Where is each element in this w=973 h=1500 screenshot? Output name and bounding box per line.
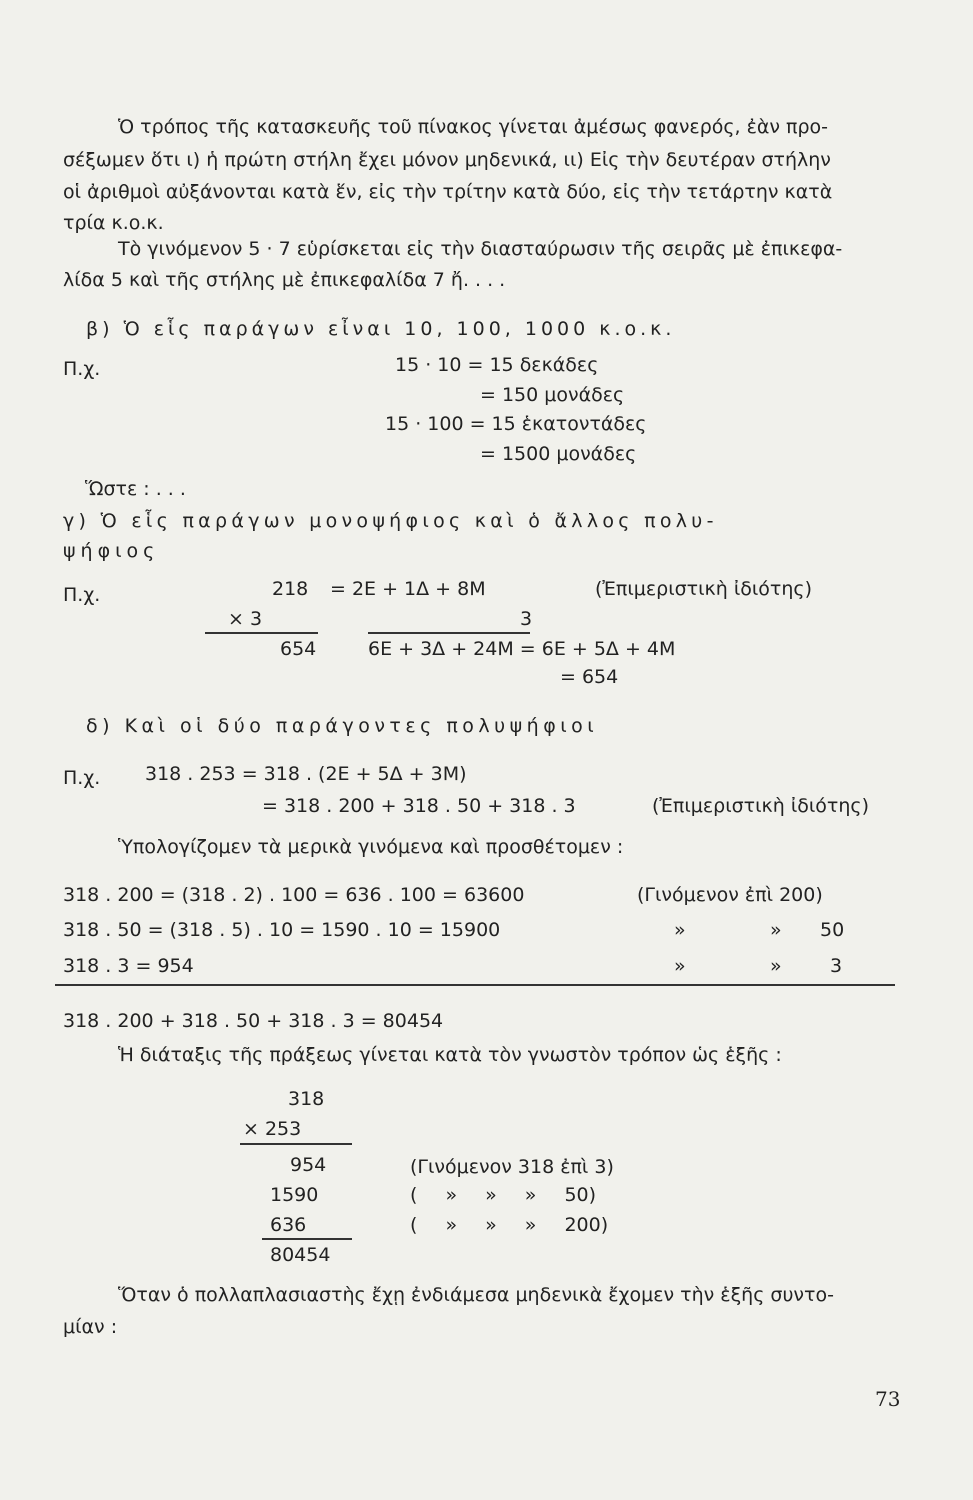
- beta-hoste: Ὥστε : . . .: [85, 478, 186, 500]
- partial-products-sum: 318 . 200 + 318 . 50 + 318 . 3 = 80454: [63, 1010, 444, 1032]
- longmul-row-3-note: ( » » » 200): [410, 1214, 609, 1236]
- partial-product-2: 318 . 50 = (318 . 5) . 10 = 1590 . 10 = 15900: [63, 919, 501, 941]
- beta-row-3: 15 · 100 = 15 ἑκατοντάδες: [385, 413, 647, 435]
- longmul-top: 318: [288, 1088, 325, 1110]
- delta-line-2: = 318 . 200 + 318 . 50 + 318 . 3: [262, 795, 576, 817]
- page-number: 73: [875, 1387, 901, 1411]
- delta-calc-intro: Ὑπολογίζομεν τὰ μερικὰ γινόμενα καὶ προσθέτομεν :: [118, 836, 624, 858]
- gamma-b-multiplier: 3: [520, 608, 533, 630]
- partial-product-1-note: (Γινόμενον ἐπὶ 200): [637, 884, 823, 906]
- partial-product-2-ditto-2: »: [770, 919, 782, 941]
- sum-rule: [55, 984, 895, 986]
- gamma-b-result-2: = 654: [560, 666, 619, 688]
- delta-property: (Ἐπιμεριστικὴ ἰδιότης): [652, 795, 869, 817]
- intro-line-4: τρία κ.ο.κ.: [63, 212, 164, 234]
- arrangement-text: Ἡ διάταξις τῆς πράξεως γίνεται κατὰ τὸν γνωστὸν τρόπον ὡς ἑξῆς :: [118, 1044, 782, 1066]
- longmul-row-1: 954: [290, 1154, 327, 1176]
- gamma-a-multiplier: × 3: [228, 608, 263, 630]
- delta-heading: δ) Καὶ οἱ δύο παράγοντες πολυψήφιοι: [86, 715, 599, 737]
- gamma-heading-2: ψήφιος: [63, 540, 160, 562]
- gamma-a-top: 218: [272, 578, 309, 600]
- delta-example-label: Π.χ.: [63, 767, 101, 789]
- beta-row-1: 15 · 10 = 15 δεκάδες: [395, 354, 599, 376]
- gamma-b-top: = 2Ε + 1Δ + 8Μ: [330, 578, 486, 600]
- longmul-row-1-note: (Γινόμενον 318 ἐπὶ 3): [410, 1156, 614, 1178]
- intro-line-3: οἱ ἀριθμοὶ αὐξάνονται κατὰ ἕν, εἰς τὴν τρίτην κατὰ δύο, εἰς τὴν τετάρτην κατὰ: [63, 181, 833, 203]
- partial-product-3-ditto-1: »: [674, 955, 686, 977]
- beta-row-4: = 1500 μονάδες: [480, 443, 637, 465]
- partial-product-1: 318 . 200 = (318 . 2) . 100 = 636 . 100 = 63600: [63, 884, 525, 906]
- beta-heading: β) Ὁ εἷς παράγων εἶναι 10, 100, 1000 κ.ο.κ.: [86, 318, 676, 340]
- delta-line-1: 318 . 253 = 318 . (2Ε + 5Δ + 3Μ): [145, 763, 467, 785]
- intro-line-1: Ὁ τρόπος τῆς κατασκευῆς τοῦ πίνακος γίνεται ἀμέσως φανερός, ἐὰν προ-: [118, 116, 829, 138]
- beta-row-2: = 150 μονάδες: [480, 384, 625, 406]
- longmul-row-2: 1590: [270, 1184, 319, 1206]
- intro-line-6: λίδα 5 καὶ τῆς στήλης μὲ ἐπικεφαλίδα 7 ἤ. . . .: [63, 269, 506, 291]
- partial-product-3: 318 . 3 = 954: [63, 955, 194, 977]
- gamma-a-result: 654: [280, 638, 317, 660]
- longmul-multiplier: × 253: [243, 1118, 302, 1140]
- partial-product-2-ditto-1: »: [674, 919, 686, 941]
- partial-product-3-ditto-2: »: [770, 955, 782, 977]
- gamma-b-result: 6Ε + 3Δ + 24Μ = 6Ε + 5Δ + 4Μ: [368, 638, 676, 660]
- longmul-row-3: 636: [270, 1214, 307, 1236]
- longmul-rule-1: [240, 1143, 352, 1145]
- intro-line-5: Τὸ γινόμενον 5 · 7 εὑρίσκεται εἰς τὴν διασταύρωσιν τῆς σειρᾶς μὲ ἐπικεφα-: [118, 238, 843, 260]
- partial-product-2-num: 50: [820, 919, 845, 941]
- longmul-total: 80454: [270, 1244, 331, 1266]
- intro-line-2: σέξωμεν ὅτι ι) ἡ πρώτη στήλη ἔχει μόνον μηδενικά, ιι) Εἰς τὴν δευτέραν στήλην: [63, 149, 831, 171]
- gamma-example-label: Π.χ.: [63, 584, 101, 606]
- closing-line-1: Ὅταν ὁ πολλαπλασιαστὴς ἔχῃ ἐνδιάμεσα μηδενικὰ ἔχομεν τὴν ἑξῆς συντο-: [118, 1284, 834, 1306]
- longmul-rule-2: [262, 1238, 352, 1240]
- partial-product-3-num: 3: [830, 955, 843, 977]
- closing-line-2: μίαν :: [63, 1316, 118, 1338]
- beta-example-label: Π.χ.: [63, 358, 101, 380]
- gamma-heading-1: γ) Ὁ εἷς παράγων μονοψήφιος καὶ ὁ ἄλλος πολυ-: [63, 510, 718, 532]
- longmul-row-2-note: ( » » » 50): [410, 1184, 597, 1206]
- gamma-b-rule: [368, 632, 530, 634]
- gamma-property: (Ἐπιμεριστικὴ ἰδιότης): [595, 578, 812, 600]
- gamma-a-rule: [205, 632, 318, 634]
